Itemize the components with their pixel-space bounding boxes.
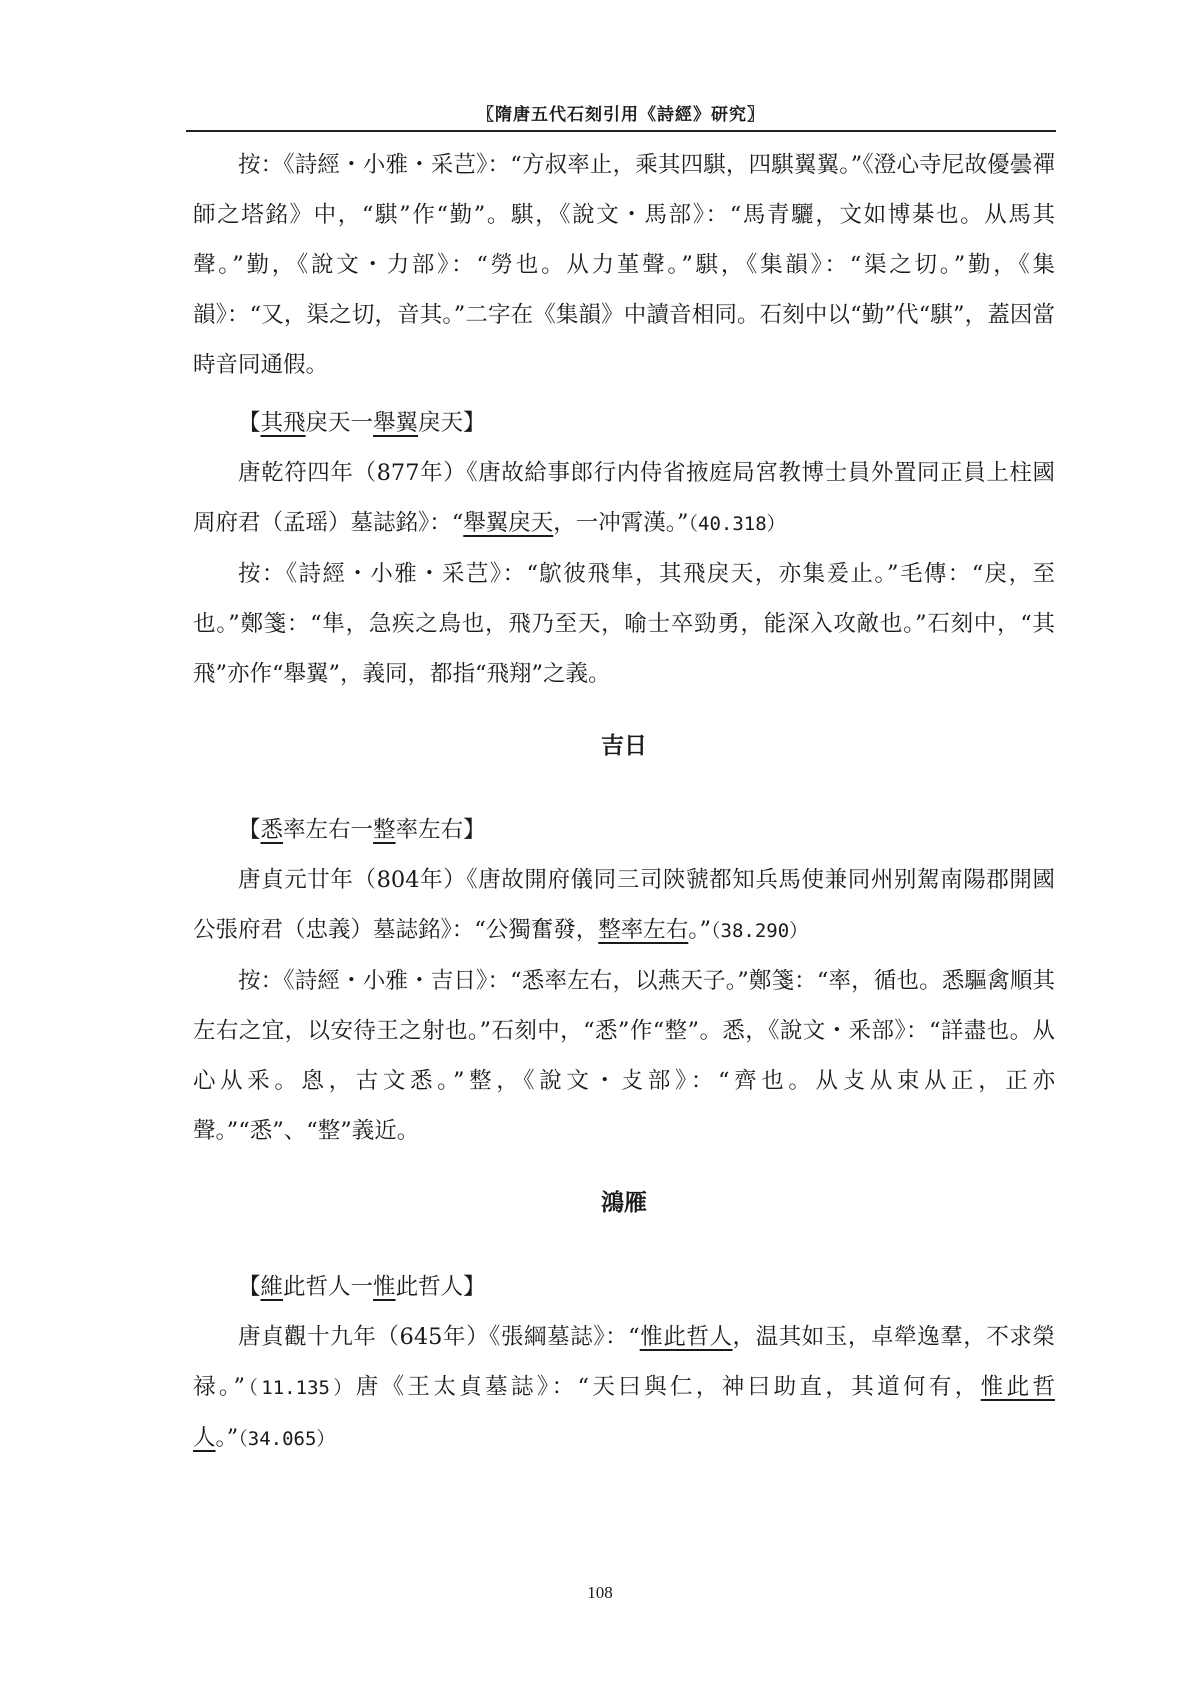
variant-term-inscription: 舉翼 <box>373 410 419 436</box>
entry-heading-xilv <box>193 805 1055 855</box>
heading-text: 戾天 <box>418 410 464 436</box>
citation-text: 。” <box>688 917 712 943</box>
page-body <box>193 140 1055 1464</box>
bracket-close: 】 <box>463 410 486 436</box>
citation-quote-underlined: 惟此哲人 <box>639 1324 733 1350</box>
citation-text: 唐《王太貞墓誌》：“天曰與仁，神曰助直，其道何有， <box>355 1374 981 1400</box>
citation-quote-underlined: 舉翼戾天 <box>463 510 554 536</box>
citation-text: 。” <box>215 1425 239 1451</box>
entry-heading-qifei <box>193 398 1055 448</box>
citation-paragraph <box>193 855 1055 956</box>
bracket-close: 】 <box>463 1274 486 1300</box>
citation-text: ，温其如玉，卓犖逸羣，不求榮禄。” <box>193 1324 1055 1400</box>
heading-text: 率左右 <box>395 817 464 843</box>
bracket-open: 【 <box>238 817 261 843</box>
citation-quote-underlined: 整率左右 <box>598 917 689 943</box>
citation-reference: （11.135） <box>245 1377 356 1399</box>
header-rule <box>186 130 1056 132</box>
commentary-paragraph: 按：《詩經・小雅・采芑》：“方叔率止，乘其四騏，四騏翼翼。”《澄心寺尼故優曇禪師之塔銘》中，“騏”作“勤”。騏，《說文・馬部》：“馬青驪，文如博棊也。从馬其聲。”勤，《說文・力部》：“勞也。从力堇聲。”騏，《集韻》：“渠之切。”勤，《集韻》：“又，渠之切，音其。”二字在《集韻》中讀音相同。石刻中以“勤”代“騏”，蓋因當時音同通假。 <box>193 152 1055 378</box>
heading-text: 戾天一 <box>305 410 374 436</box>
variant-term-original: 維 <box>260 1274 284 1300</box>
citation-text: 唐貞觀十九年（645年）《張綱墓誌》：“ <box>238 1324 640 1350</box>
section-title-hongyan: 鴻雁 <box>601 1189 647 1216</box>
citation-text: ，一冲霄漢。” <box>553 510 689 536</box>
heading-text: 此哲人一 <box>283 1274 374 1300</box>
bracket-open: 【 <box>238 410 261 436</box>
variant-term-inscription: 整 <box>373 817 396 843</box>
running-header: 〖隋唐五代石刻引用《詩經》研究〗 <box>477 105 765 125</box>
commentary-paragraph: 按：《詩經・小雅・采芑》：“鴥彼飛隼，其飛戾天，亦集爰止。”毛傳：“戾，至也。”鄭箋：“隼，急疾之鳥也，飛乃至天，喻士卒勁勇，能深入攻敵也。”石刻中，“其飛”亦作“舉翼”，義同，都指“飛翔”之義。 <box>193 561 1055 687</box>
bracket-close: 】 <box>463 817 486 843</box>
citation-reference: （38.290） <box>711 920 809 942</box>
citation-text: 唐乾符四年（877年）《唐故給事郎行内侍省掖庭局宮教博士員外置同正員上柱國周府君（孟瑶）墓誌銘》：“ <box>193 460 1055 536</box>
citation-paragraph <box>193 1312 1055 1464</box>
variant-term-original: 悉 <box>260 817 284 843</box>
citation-paragraph <box>193 448 1055 549</box>
variant-term-original: 其飛 <box>260 410 306 436</box>
citation-reference: （34.065） <box>238 1428 336 1450</box>
heading-text: 率左右一 <box>283 817 374 843</box>
entry-heading-weici <box>193 1262 1055 1312</box>
heading-text: 此哲人 <box>395 1274 464 1300</box>
section-title-jiri: 吉日 <box>601 732 647 759</box>
citation-reference: （40.318） <box>688 513 786 535</box>
page-number: 108 <box>587 1583 613 1602</box>
bracket-open: 【 <box>238 1274 261 1300</box>
variant-term-inscription: 惟 <box>373 1274 396 1300</box>
citation-quote-underlined: 惟此哲人 <box>193 1374 1055 1451</box>
commentary-paragraph: 按：《詩經・小雅・吉日》：“悉率左右，以燕天子。”鄭箋：“率，循也。悉驅禽順其左右之宜，以安待王之射也。”石刻中，“悉”作“整”。悉，《說文・釆部》：“詳盡也。从心从釆。恖，古文悉。”整，《說文・攴部》：“齊也。从攴从束从正，正亦聲。”“悉”、“整”義近。 <box>193 968 1055 1144</box>
citation-text: 唐貞元廿年（804年）《唐故開府儀同三司陝虢都知兵馬使兼同州别駕南陽郡開國公張府君（忠義）墓誌銘》：“公獨奮發， <box>193 867 1055 943</box>
